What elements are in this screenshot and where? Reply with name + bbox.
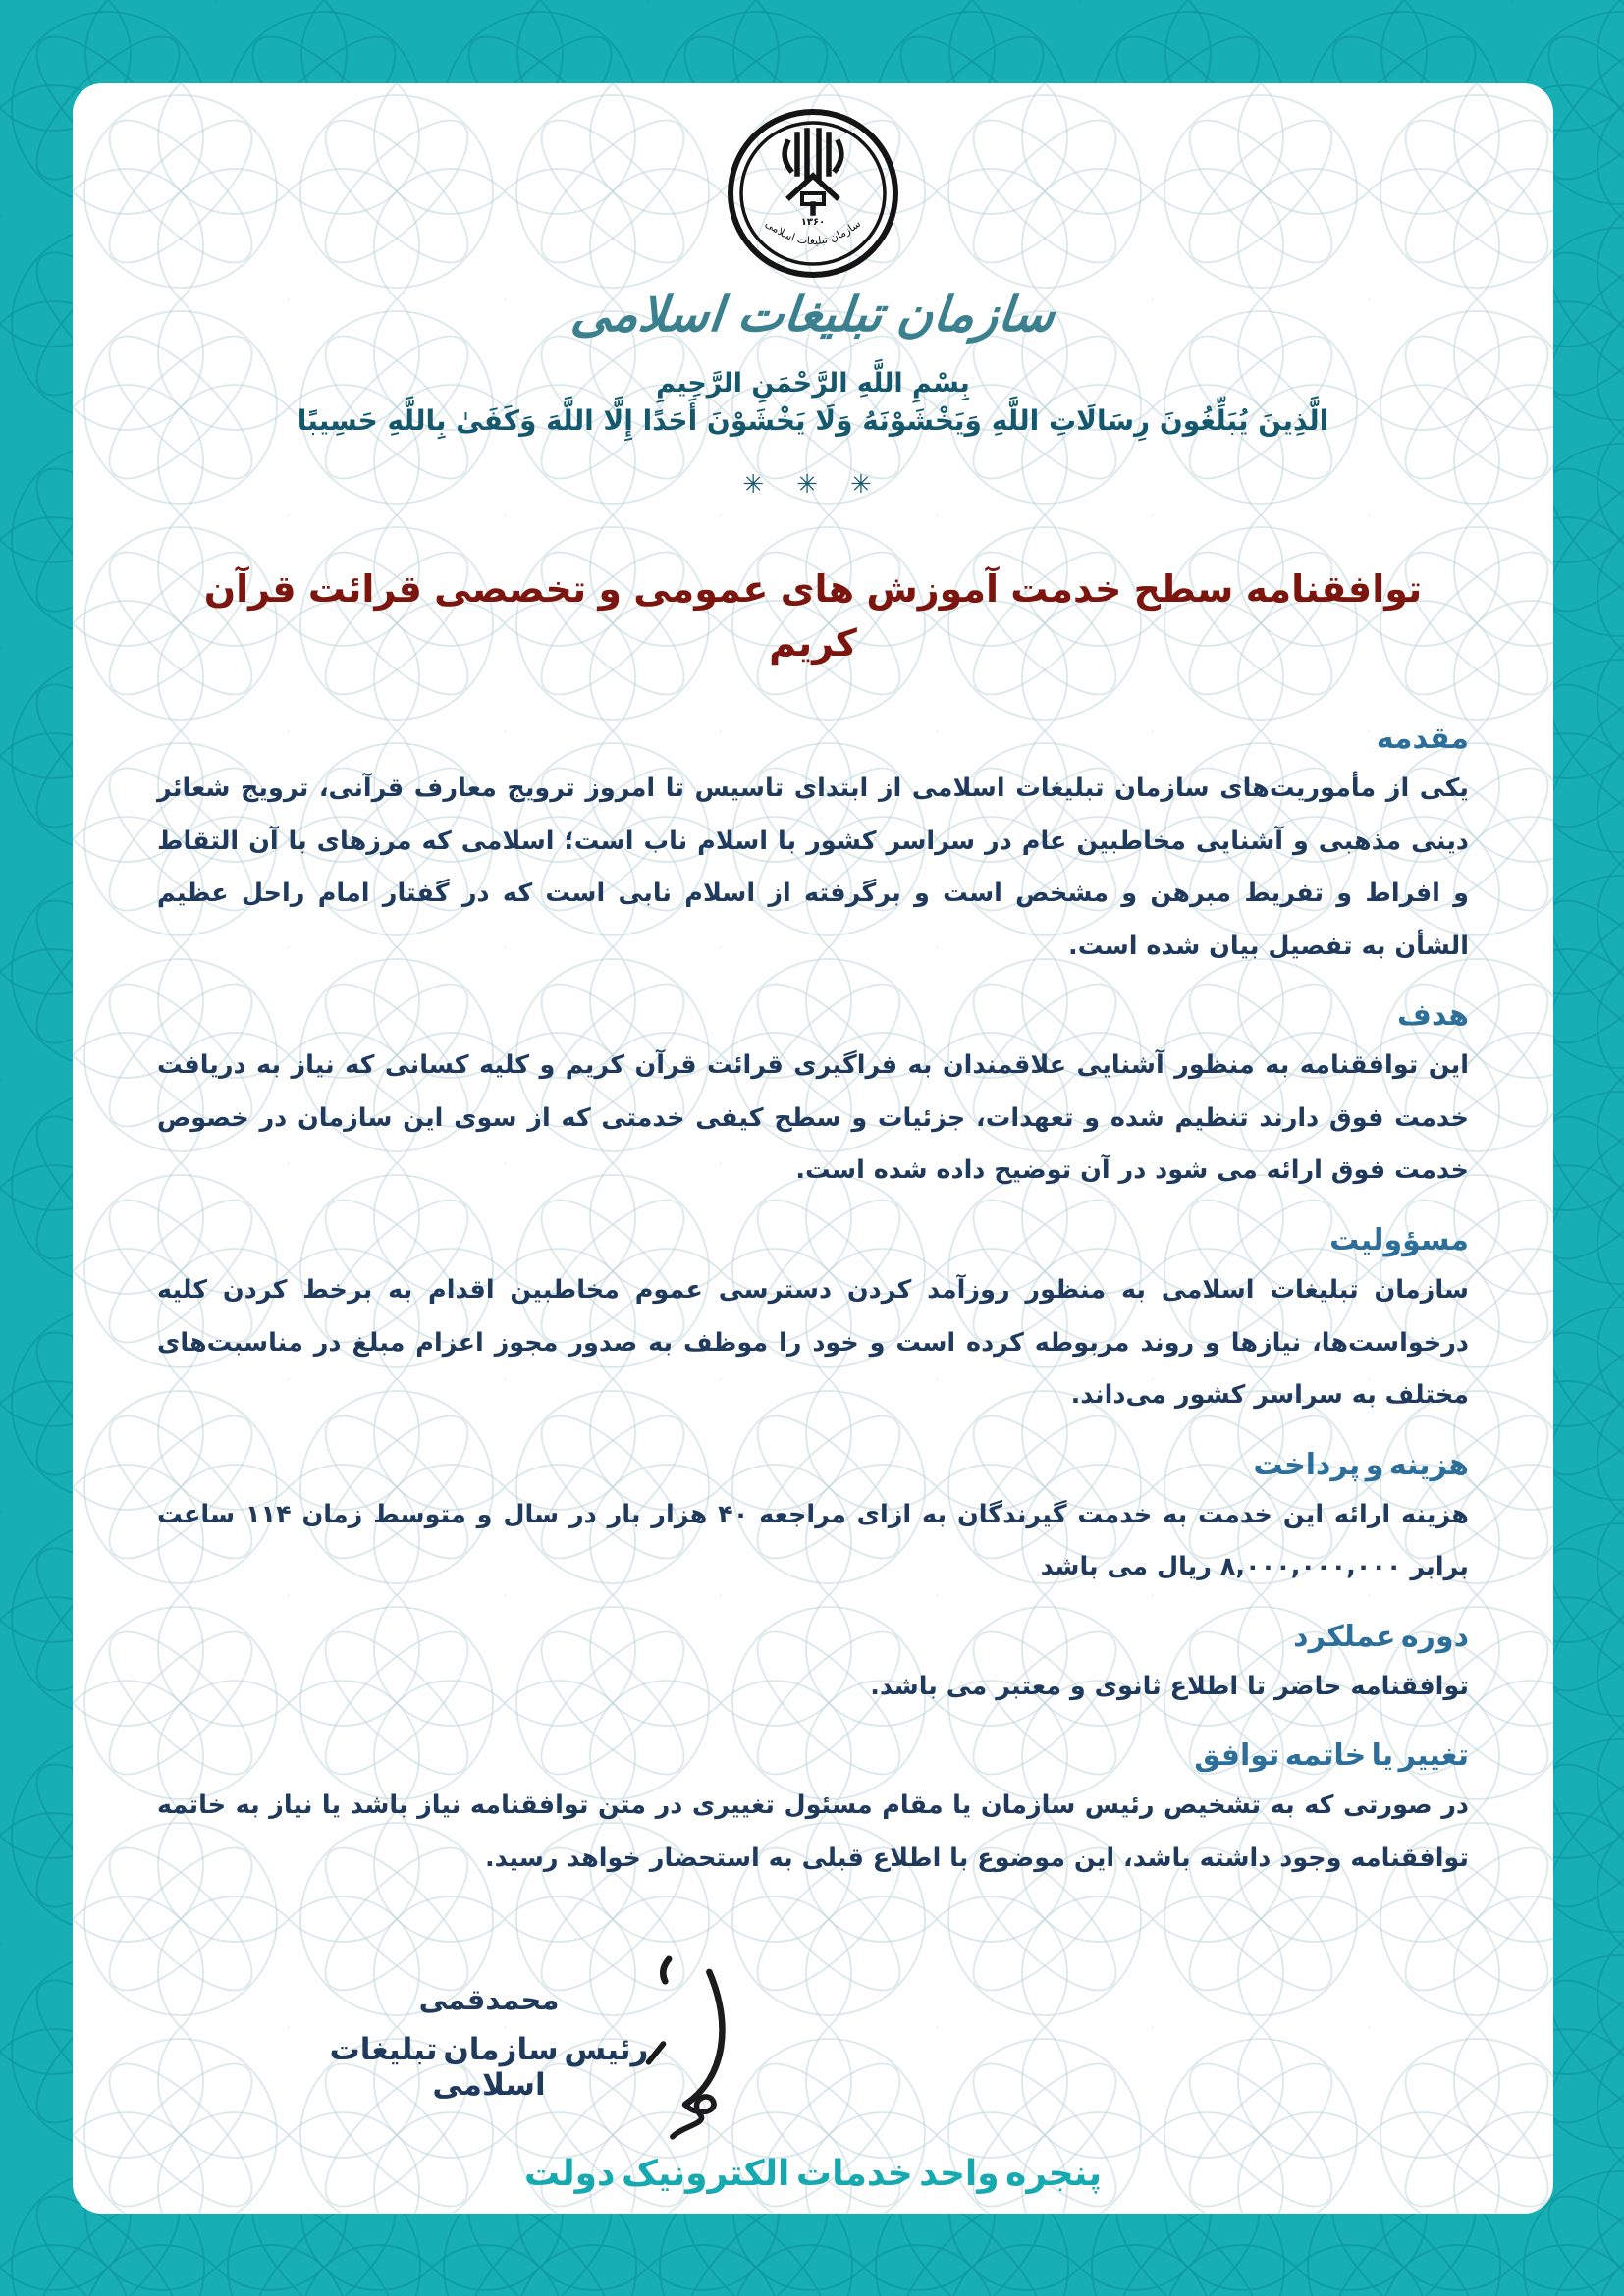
section-cost-and-payment xyxy=(157,1448,1469,1594)
document-title: توافقنامه سطح خدمت آموزش های عمومی و تخصصی قرائت قرآن کریم xyxy=(203,567,1423,666)
section-heading: مقدمه xyxy=(1376,721,1469,757)
document-content xyxy=(73,109,1553,2189)
emblem-ring-text: سازمان تبلیغات اسلامی xyxy=(762,217,864,248)
page xyxy=(73,83,1553,2214)
emblem-year: ۱۳۶۰ xyxy=(800,217,826,228)
section-goal xyxy=(157,998,1469,1198)
signatory-name: محمدقمی xyxy=(418,1983,560,2017)
section-body: سازمان تبلیغات اسلامی به منظور روزآمد کردن دسترسی عموم مخاطبین اقدام به برخط کردن کلیه درخواست‌ها، نیازها و روند مربوطه کرده است و خود را موظف به صدور مجوز اعزام مبلغ در مناسبت‌های مختلف به سراسر کشور می‌داند. xyxy=(157,1275,1469,1411)
quran-verse-line: الَّذِينَ يُبَلِّغُونَ رِسَالَاتِ اللَّهِ وَيَخْشَوْنَهُ وَلَا يَخْشَوْنَ أَحَدًا إِلَّا اللَّهَ وَكَفَىٰ بِاللَّهِ حَسِيبًا xyxy=(297,404,1329,437)
section-heading: مسؤولیت xyxy=(1329,1223,1469,1258)
section-body: هزینه ارائه این خدمت به خدمت گیرندگان به ازای مراجعه ۴۰ هزار بار در سال و متوسط زمان ۱۱۴ ساعت برابر ۸,۰۰۰,۰۰۰,۰۰۰ ریال می باشد xyxy=(157,1499,1469,1582)
section-body: این توافقنامه به منظور آشنایی علاقمندان به فراگیری قرائت قرآن کریم و کلیه کسانی که نیاز به دریافت خدمت فوق دارند تنظیم شده و تعهدات، جزئیات و سطح کیفی خدمتی که از سوی این سازمان در خصوص خدمت فوق ارائه می شود در آن توضیح داده شده است. xyxy=(157,1050,1469,1186)
section-heading: هزینه و پرداخت xyxy=(1253,1447,1469,1482)
section-performance-period xyxy=(157,1620,1469,1714)
bismillah-line: بِسْمِ اللَّهِ الرَّحْمَنِ الرَّحِيمِ xyxy=(656,368,970,399)
organization-emblem-logo xyxy=(725,109,901,278)
section-heading: هدف xyxy=(1397,998,1469,1034)
section-body: در صورتی که به تشخیص رئیس سازمان یا مقام مسئول تغییری در متن توافقنامه نیاز باشد یا نیاز به خاتمه توافقنامه وجود داشته باشد، این موضوع با اطلاع قبلی به استحضار خواهد رسید. xyxy=(157,1790,1469,1873)
organization-calligraphy: سازمان تبلیغات اسلامی xyxy=(568,286,1058,343)
section-body: یکی از مأموریت‌های سازمان تبلیغات اسلامی از ابتدای تاسیس تا امروز ترویج معارف قرآنی، ترویج شعائر دینی مذهبی و آشنایی مخاطبین عام در سراسر کشور با اسلام ناب است؛ اسلامی که مرزهای با آن التقاط و افراط و تفریط مبرهن و مشخص است و برگرفته از اسلام نابی است که در گفتار امام راحل عظیم الشأن به تفصیل بیان شده است. xyxy=(157,774,1469,961)
emblem-kufic-allah-motif xyxy=(785,131,841,213)
section-responsibility xyxy=(157,1223,1469,1422)
section-heading: دوره عملکرد xyxy=(1293,1619,1469,1654)
section-body: توافقنامه حاضر تا اطلاع ثانوی و معتبر می باشد. xyxy=(870,1671,1469,1701)
section-heading: تغییر یا خاتمه توافق xyxy=(1194,1738,1469,1774)
handwritten-signature xyxy=(597,1942,744,2163)
signatory-role: رئیس سازمان تبلیغات اسلامی xyxy=(329,2032,649,2104)
section-change-or-termination xyxy=(157,1738,1469,1885)
footer-egov-window-label: پنجره واحد خدمات الکترونیک دولت xyxy=(524,2154,1102,2194)
ornamental-divider: ✳ ✳ ✳ xyxy=(742,470,884,500)
section-introduction xyxy=(157,721,1469,973)
